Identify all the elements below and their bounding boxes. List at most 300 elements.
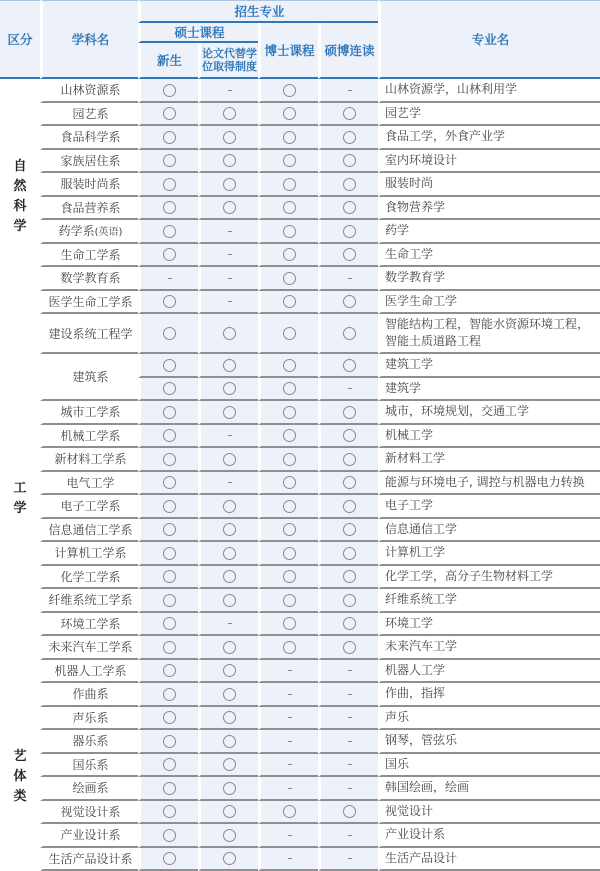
circle-yes-icon [163, 178, 176, 191]
circle-yes-icon [163, 852, 176, 865]
offered-phd [258, 425, 318, 449]
offered-thesis [198, 79, 258, 103]
circle-yes-icon [163, 107, 176, 120]
dept-name-text: 新材料工学系 [54, 452, 126, 466]
circle-yes-icon [163, 805, 176, 818]
table-row [0, 150, 600, 174]
circle-yes-icon [343, 406, 356, 419]
offered-comb [318, 589, 378, 613]
circle-yes-icon [163, 359, 176, 372]
table-row [0, 472, 600, 496]
circle-yes-icon [283, 295, 296, 308]
dept-name [40, 244, 138, 268]
dept-name-text: 作曲系 [72, 687, 108, 701]
offered-comb [318, 801, 378, 825]
offered-thesis [198, 103, 258, 127]
circle-yes-icon [163, 688, 176, 701]
circle-yes-icon [343, 641, 356, 654]
table-row [0, 126, 600, 150]
offered-thesis [198, 448, 258, 472]
dept-name-text: 机器人工学系 [54, 664, 126, 678]
dept-name-text: 未来汽车工学系 [48, 640, 132, 654]
offered-new [138, 707, 198, 731]
circle-yes-icon [283, 641, 296, 654]
offered-thesis [198, 354, 258, 378]
dept-name [40, 519, 138, 543]
circle-yes-icon [283, 617, 296, 630]
circle-yes-icon [343, 154, 356, 167]
circle-yes-icon [343, 500, 356, 513]
offered-thesis [198, 754, 258, 778]
offered-thesis [198, 730, 258, 754]
dept-name-text: 建筑系 [72, 370, 108, 384]
major-name: 医学生命工学 [378, 291, 600, 315]
circle-yes-icon [223, 758, 236, 771]
dept-name [40, 173, 138, 197]
table-row [0, 495, 600, 519]
table-row [0, 589, 600, 613]
table-row [0, 103, 600, 127]
dept-name [40, 126, 138, 150]
major-name: 服装时尚 [378, 173, 600, 197]
area-char: 工 [0, 479, 40, 499]
offered-new [138, 519, 198, 543]
dept-name-text: 药学系 [59, 224, 95, 238]
circle-yes-icon [283, 476, 296, 489]
offered-thesis [198, 613, 258, 637]
circle-yes-icon [343, 453, 356, 466]
dash-no-icon [288, 694, 292, 695]
table-row [0, 707, 600, 731]
dash-no-icon [228, 231, 232, 232]
offered-new [138, 291, 198, 315]
offered-comb [318, 126, 378, 150]
circle-yes-icon [283, 594, 296, 607]
dept-name-text: 国乐系 [72, 758, 108, 772]
circle-yes-icon [283, 178, 296, 191]
area-char: 艺 [0, 747, 40, 767]
major-name: 智能结构工程，智能水资源环境工程，智能土质道路工程 [378, 314, 600, 354]
dept-name-text: 食品营养系 [60, 201, 120, 215]
offered-thesis [198, 519, 258, 543]
offered-comb [318, 824, 378, 848]
major-name: 生命工学 [378, 244, 600, 268]
table-row [0, 220, 600, 244]
area-char: 体 [0, 767, 40, 787]
dash-no-icon [168, 278, 172, 279]
area-label [0, 314, 40, 683]
dept-name-text: 视觉设计系 [60, 805, 120, 819]
circle-yes-icon [163, 641, 176, 654]
offered-comb [318, 150, 378, 174]
dash-no-icon [348, 670, 352, 671]
dash-no-icon [228, 623, 232, 624]
dept-name [40, 589, 138, 613]
offered-comb [318, 848, 378, 871]
dash-no-icon [288, 835, 292, 836]
offered-new [138, 197, 198, 221]
table-row [0, 291, 600, 315]
major-name: 园艺学 [378, 103, 600, 127]
table-row [0, 173, 600, 197]
offered-thesis [198, 244, 258, 268]
circle-yes-icon [163, 248, 176, 261]
circle-yes-icon [163, 201, 176, 214]
dept-language-tag: (英语) [95, 227, 123, 238]
offered-comb [318, 472, 378, 496]
dept-name-text: 绘画系 [72, 781, 108, 795]
dept-name-text: 山林资源系 [60, 83, 120, 97]
circle-yes-icon [223, 547, 236, 560]
circle-yes-icon [343, 805, 356, 818]
offered-phd [258, 267, 318, 291]
offered-phd [258, 613, 318, 637]
circle-yes-icon [163, 453, 176, 466]
offered-new [138, 126, 198, 150]
offered-new [138, 448, 198, 472]
circle-yes-icon [223, 594, 236, 607]
offered-new [138, 801, 198, 825]
offered-new [138, 848, 198, 871]
table-row [0, 425, 600, 449]
circle-yes-icon [163, 295, 176, 308]
offered-thesis [198, 197, 258, 221]
table-body [0, 79, 600, 871]
dept-name-text: 园艺系 [72, 107, 108, 121]
dept-name [40, 683, 138, 707]
offered-comb [318, 378, 378, 402]
offered-phd [258, 378, 318, 402]
offered-new [138, 150, 198, 174]
dash-no-icon [288, 741, 292, 742]
offered-thesis [198, 314, 258, 354]
circle-yes-icon [343, 617, 356, 630]
circle-yes-icon [283, 154, 296, 167]
dept-name [40, 314, 138, 354]
circle-yes-icon [283, 225, 296, 238]
dash-no-icon [348, 835, 352, 836]
circle-yes-icon [223, 201, 236, 214]
dept-name [40, 220, 138, 244]
offered-new [138, 824, 198, 848]
major-name: 建筑学 [378, 378, 600, 402]
dash-no-icon [348, 90, 352, 91]
circle-yes-icon [223, 500, 236, 513]
area-char: 科 [0, 197, 40, 217]
table-row [0, 613, 600, 637]
offered-new [138, 613, 198, 637]
circle-yes-icon [343, 523, 356, 536]
offered-phd [258, 754, 318, 778]
header-master: 硕士课程 [138, 23, 258, 43]
major-name: 纤维系统工学 [378, 589, 600, 613]
offered-phd [258, 542, 318, 566]
major-name: 产业设计系 [378, 824, 600, 848]
circle-yes-icon [283, 406, 296, 419]
circle-yes-icon [343, 429, 356, 442]
table-row [0, 197, 600, 221]
offered-phd [258, 354, 318, 378]
circle-yes-icon [343, 594, 356, 607]
offered-comb [318, 103, 378, 127]
circle-yes-icon [283, 547, 296, 560]
dash-no-icon [348, 858, 352, 859]
table-row [0, 777, 600, 801]
dash-no-icon [228, 435, 232, 436]
circle-yes-icon [223, 382, 236, 395]
offered-comb [318, 79, 378, 103]
offered-thesis [198, 660, 258, 684]
offered-phd [258, 150, 318, 174]
circle-yes-icon [223, 805, 236, 818]
dept-name-text: 服装时尚系 [60, 177, 120, 191]
circle-yes-icon [343, 131, 356, 144]
offered-comb [318, 707, 378, 731]
header-dept: 学科名 [40, 0, 138, 79]
major-name: 未来汽车工学 [378, 636, 600, 660]
circle-yes-icon [223, 641, 236, 654]
table-row [0, 730, 600, 754]
circle-yes-icon [163, 735, 176, 748]
offered-comb [318, 777, 378, 801]
header-thesis-line2: 位取得制度 [201, 60, 258, 73]
dept-name-text: 医学生命工学系 [48, 295, 132, 309]
dept-name-text: 产业设计系 [60, 828, 120, 842]
dept-name-text: 机械工学系 [60, 429, 120, 443]
offered-new [138, 314, 198, 354]
offered-new [138, 542, 198, 566]
circle-yes-icon [283, 453, 296, 466]
dash-no-icon [348, 788, 352, 789]
offered-thesis [198, 777, 258, 801]
dept-name [40, 660, 138, 684]
table-row [0, 519, 600, 543]
circle-yes-icon [163, 547, 176, 560]
dept-name-text: 食品科学系 [60, 130, 120, 144]
offered-new [138, 173, 198, 197]
circle-yes-icon [163, 500, 176, 513]
offered-new [138, 244, 198, 268]
circle-yes-icon [283, 523, 296, 536]
offered-phd [258, 220, 318, 244]
circle-yes-icon [283, 84, 296, 97]
offered-comb [318, 401, 378, 425]
circle-yes-icon [163, 617, 176, 630]
offered-comb [318, 267, 378, 291]
major-name: 计算机工学 [378, 542, 600, 566]
table-row [0, 79, 600, 103]
circle-yes-icon [163, 154, 176, 167]
dash-no-icon [228, 254, 232, 255]
dept-name-text: 建设系统工程学 [48, 327, 132, 341]
dept-name-text: 电气工学 [66, 476, 114, 490]
offered-phd [258, 103, 318, 127]
dash-no-icon [288, 788, 292, 789]
offered-phd [258, 197, 318, 221]
circle-yes-icon [283, 382, 296, 395]
header-combined: 硕博连读 [318, 23, 378, 79]
major-name: 信息通信工学 [378, 519, 600, 543]
offered-phd [258, 519, 318, 543]
dept-name [40, 448, 138, 472]
circle-yes-icon [343, 225, 356, 238]
major-name: 药学 [378, 220, 600, 244]
dash-no-icon [228, 301, 232, 302]
circle-yes-icon [163, 225, 176, 238]
offered-phd [258, 314, 318, 354]
offered-thesis [198, 636, 258, 660]
circle-yes-icon [163, 84, 176, 97]
header-major: 专业名 [378, 0, 600, 79]
circle-yes-icon [343, 547, 356, 560]
offered-phd [258, 660, 318, 684]
offered-phd [258, 848, 318, 871]
offered-phd [258, 636, 318, 660]
offered-phd [258, 495, 318, 519]
major-name: 生活产品设计 [378, 848, 600, 871]
major-name: 新材料工学 [378, 448, 600, 472]
circle-yes-icon [283, 500, 296, 513]
offered-thesis [198, 267, 258, 291]
circle-yes-icon [163, 570, 176, 583]
area-char: 类 [0, 787, 40, 807]
dept-name [40, 150, 138, 174]
circle-yes-icon [223, 664, 236, 677]
header-area: 区分 [0, 0, 40, 79]
circle-yes-icon [343, 570, 356, 583]
major-name: 城市，环境规划，交通工学 [378, 401, 600, 425]
dept-name-text: 信息通信工学系 [48, 523, 132, 537]
major-name: 化学工学，高分子生物材料工学 [378, 566, 600, 590]
major-name: 能源与环境电子, 调控与机器电力转换 [378, 472, 600, 496]
table-header [0, 0, 600, 79]
circle-yes-icon [343, 248, 356, 261]
dept-name-text: 家族居住系 [60, 154, 120, 168]
offered-thesis [198, 425, 258, 449]
circle-yes-icon [223, 453, 236, 466]
dash-no-icon [348, 694, 352, 695]
offered-new [138, 378, 198, 402]
circle-yes-icon [163, 523, 176, 536]
table-row [0, 848, 600, 871]
offered-comb [318, 448, 378, 472]
table-row [0, 401, 600, 425]
major-name: 食品工学，外食产业学 [378, 126, 600, 150]
circle-yes-icon [283, 272, 296, 285]
circle-yes-icon [163, 758, 176, 771]
table-row [0, 660, 600, 684]
dept-name [40, 801, 138, 825]
dept-name [40, 542, 138, 566]
major-name: 机械工学 [378, 425, 600, 449]
dept-name-text: 数学教育系 [60, 271, 120, 285]
offered-comb [318, 495, 378, 519]
dept-name [40, 267, 138, 291]
dept-name [40, 354, 138, 401]
dept-name-text: 纤维系统工学系 [48, 593, 132, 607]
circle-yes-icon [163, 782, 176, 795]
dash-no-icon [288, 764, 292, 765]
offered-new [138, 754, 198, 778]
circle-yes-icon [223, 327, 236, 340]
table-row [0, 448, 600, 472]
area-char: 学 [0, 499, 40, 519]
offered-new [138, 103, 198, 127]
dash-no-icon [288, 858, 292, 859]
dash-no-icon [348, 717, 352, 718]
dash-no-icon [348, 388, 352, 389]
circle-yes-icon [223, 688, 236, 701]
offered-comb [318, 683, 378, 707]
circle-yes-icon [343, 107, 356, 120]
circle-yes-icon [223, 829, 236, 842]
major-name: 国乐 [378, 754, 600, 778]
circle-yes-icon [223, 523, 236, 536]
dept-name [40, 707, 138, 731]
dept-name-text: 器乐系 [72, 734, 108, 748]
dept-name-text: 环境工学系 [60, 617, 120, 631]
circle-yes-icon [283, 805, 296, 818]
offered-new [138, 267, 198, 291]
circle-yes-icon [223, 131, 236, 144]
offered-comb [318, 425, 378, 449]
major-name: 电子工学 [378, 495, 600, 519]
offered-phd [258, 801, 318, 825]
circle-yes-icon [283, 429, 296, 442]
major-name: 视觉设计 [378, 801, 600, 825]
offered-thesis [198, 566, 258, 590]
offered-thesis [198, 589, 258, 613]
circle-yes-icon [163, 429, 176, 442]
dept-name [40, 495, 138, 519]
major-name: 数学教育学 [378, 267, 600, 291]
circle-yes-icon [163, 406, 176, 419]
dept-name-text: 生命工学系 [60, 248, 120, 262]
offered-phd [258, 291, 318, 315]
table-row [0, 683, 600, 707]
circle-yes-icon [223, 711, 236, 724]
circle-yes-icon [343, 201, 356, 214]
table-row [0, 636, 600, 660]
offered-comb [318, 660, 378, 684]
offered-phd [258, 79, 318, 103]
circle-yes-icon [283, 248, 296, 261]
circle-yes-icon [283, 107, 296, 120]
offered-phd [258, 401, 318, 425]
dash-no-icon [288, 717, 292, 718]
dash-no-icon [288, 670, 292, 671]
offered-new [138, 730, 198, 754]
offered-phd [258, 683, 318, 707]
dash-no-icon [228, 90, 232, 91]
dept-name [40, 824, 138, 848]
table-row [0, 754, 600, 778]
offered-phd [258, 777, 318, 801]
offered-new [138, 589, 198, 613]
circle-yes-icon [163, 382, 176, 395]
circle-yes-icon [223, 852, 236, 865]
offered-phd [258, 126, 318, 150]
dept-name [40, 613, 138, 637]
circle-yes-icon [223, 782, 236, 795]
circle-yes-icon [343, 359, 356, 372]
circle-yes-icon [223, 735, 236, 748]
header-master-thesis [198, 43, 258, 79]
area-char: 学 [0, 217, 40, 237]
offered-phd [258, 173, 318, 197]
header-master-new: 新生 [138, 43, 198, 79]
major-name: 韩国绘画，绘画 [378, 777, 600, 801]
